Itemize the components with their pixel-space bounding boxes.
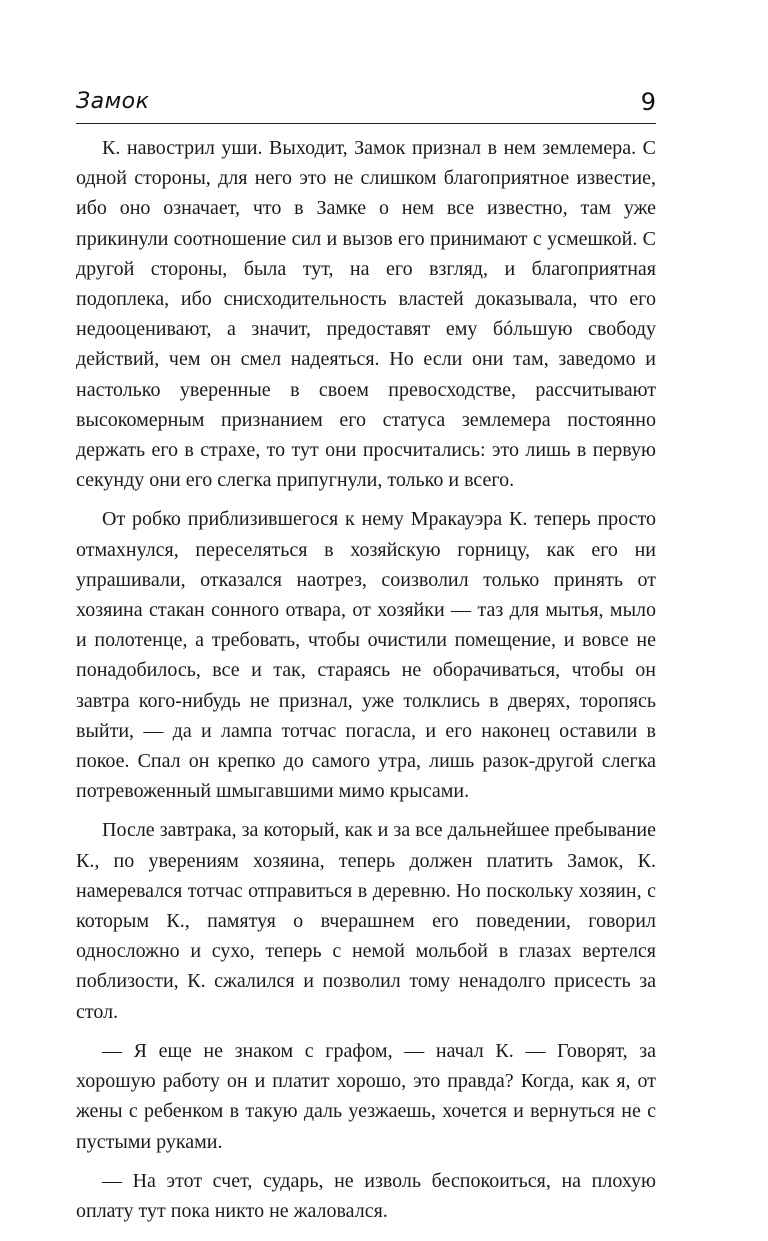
- paragraph: От робко приблизившегося к нему Мракауэра К. теперь просто отмахнулся, переселяться в хозяйскую горницу, как его ни упрашивали, отказался наотрез, соизволил только принять от хозяина стакан сонного отвара, от хозяйки — таз для мытья, мыло и полотенце, а требовать, чтобы очистили помещение, и вовсе не понадобилось, все и так, стараясь не оборачиваться, чтобы он завтра кого-нибудь не признал, уже толклись в дверях, торопясь выйти, — да и лампа тотчас погасла, и его наконец оставили в покое. Спал он крепко до самого утра, лишь разок-другой слегка потревоженный шмыгавшими мимо крысами.: [76, 508, 656, 803]
- paragraph: — Я еще не знаком с графом, — начал К. — Говорят, за хорошую работу он и платит хорошо, это правда? Когда, как я, от жены с ребенком в такую даль уезжаешь, хочется и вернуться не с пустыми руками.: [76, 1039, 656, 1153]
- running-title: Замок: [76, 89, 150, 114]
- page-header: [76, 89, 656, 121]
- body-text: [76, 133, 656, 1226]
- paragraph: К. навострил уши. Выходит, Замок признал в нем землемера. С одной стороны, для него это не слишком благоприятное известие, ибо оно означает, что в Замке о нем все известно, там уже прикинули соотношение сил и вызов его принимают с усмешкой. С другой стороны, была тут, на его взгляд, и благоприятная подоплека, ибо снисходительность властей доказывала, что его недооценивают, а значит, предоставят ему бóльшую свободу действий, чем он смел надеяться. Но если они там, заведомо и настолько уверенные в своем превосходстве, рассчитывают высокомерным признанием его статуса землемера постоянно держать его в страхе, то тут они просчитались: это лишь в первую секунду они его слегка припугнули, только и всего.: [76, 137, 656, 492]
- paragraph: — На этот счет, сударь, не изволь беспокоиться, на плохую оплату тут пока никто не жаловался.: [76, 1169, 656, 1222]
- header-rule: [76, 123, 656, 124]
- paragraph: После завтрака, за который, как и за все дальнейшее пребывание К., по уверениям хозяина, теперь должен платить Замок, К. намеревался тотчас отправиться в деревню. Но поскольку хозяин, с которым К., памятуя о вчерашнем его поведении, говорил односложно и сухо, теперь с немой мольбой в глазах вертелся поблизости, К. сжалился и позволил тому ненадолго присесть за стол.: [76, 819, 656, 1023]
- page-number: 9: [640, 88, 656, 116]
